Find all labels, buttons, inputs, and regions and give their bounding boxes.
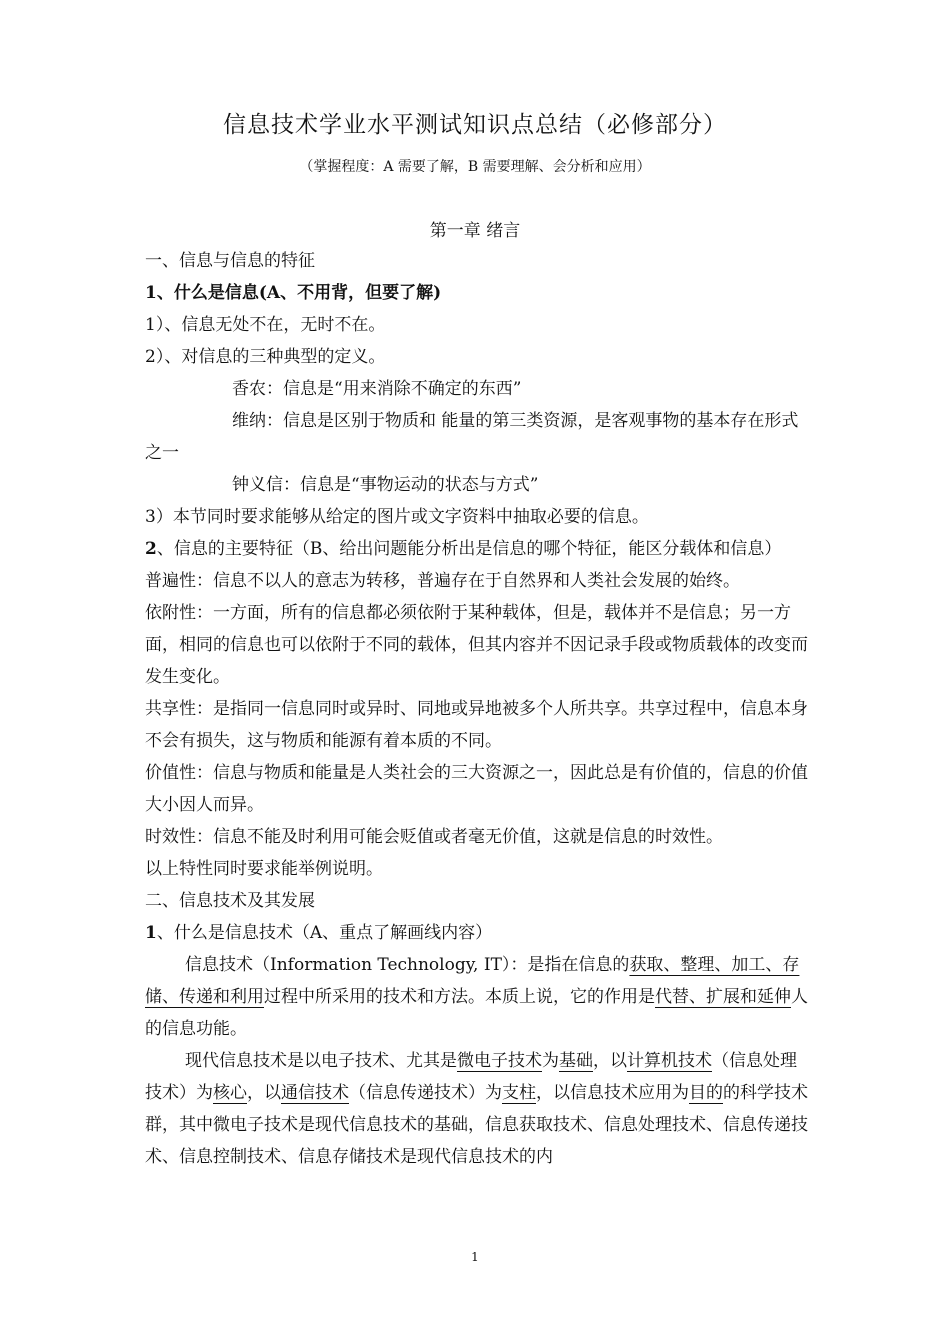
underlined-term: 微电子技术 — [457, 1051, 542, 1071]
question-2 — [145, 533, 810, 565]
feature-timeliness: 时效性：信息不能及时利用可能会贬值或者毫无价值，这就是信息的时效性。 — [145, 827, 723, 847]
underlined-term: 获取、整理、加工、存储、传递和利用 — [145, 955, 800, 1007]
question-number: 2 — [145, 539, 157, 559]
question-number: 1 — [145, 923, 157, 943]
section-heading-2: 二、信息技术及其发展 — [145, 891, 315, 911]
underlined-term: 通信技术 — [281, 1083, 349, 1103]
underlined-term: 核心 — [213, 1083, 247, 1103]
text-run: （信息处理技术）为 — [145, 1051, 797, 1103]
text-run: ，以 — [247, 1083, 281, 1103]
underlined-term: 基础 — [559, 1051, 593, 1071]
feature-universality: 普遍性：信息不以人的意志为转移，普遍存在于自然界和人类社会发展的始终。 — [145, 571, 740, 591]
feature-sharing: 共享性：是指同一信息同时或异时、同地或异地被多个人所共享。共享过程中，信息本身不会有损失，这与物质和能源有着本质的不同。 — [145, 699, 808, 751]
text-run: （信息传递技术）为 — [349, 1083, 502, 1103]
question-1 — [145, 277, 810, 309]
page-number: 1 — [471, 1250, 479, 1264]
text-run: ，以 — [593, 1051, 627, 1071]
text-run: 人的信息功能。 — [145, 987, 808, 1039]
feature-value: 价值性：信息与物质和能量是人类社会的三大资源之一，因此总是有价值的，信息的价值大小因人而异。 — [145, 763, 808, 815]
text-run: 为 — [542, 1051, 559, 1071]
question-text: 、什么是信息技术（A、重点了解画线内容） — [156, 923, 493, 943]
definition-wiener: 维纳：信息是区别于物质和 能量的第三类资源，是客观事物的基本存在形式之一 — [145, 411, 799, 463]
section-heading-1: 一、信息与信息的特征 — [145, 251, 315, 271]
modern-it-paragraph — [145, 1045, 810, 1173]
paragraph: 1）、信息无处不在，无时不在。 — [145, 315, 386, 335]
text-run: ，以信息技术应用为 — [536, 1083, 689, 1103]
feature-dependency: 依附性：一方面，所有的信息都必须依附于某种载体，但是，载体并不是信息；另一方面，相同的信息也可以依附于不同的载体，但其内容并不因记录手段或物质载体的改变而发生变化。 — [145, 603, 808, 687]
document-body — [145, 245, 810, 1173]
underlined-term: 代替、扩展和延伸 — [655, 987, 791, 1007]
text-run: 过程中所采用的技术和方法。本质上说，它的作用是 — [264, 987, 655, 1007]
document-subtitle: （掌握程度：A 需要了解，B 需要理解、会分析和应用） — [299, 159, 651, 175]
underlined-term: 目的 — [689, 1083, 723, 1103]
paragraph: 以上特性同时要求能举例说明。 — [145, 859, 383, 879]
underlined-term: 计算机技术 — [627, 1051, 712, 1071]
question-text: 、什么是信息(A、不用背，但要了解) — [156, 283, 442, 303]
paragraph: 2）、对信息的三种典型的定义。 — [145, 347, 386, 367]
underlined-term: 支柱 — [502, 1083, 536, 1103]
question-text: 、信息的主要特征（B、给出问题能分析出是信息的哪个特征，能区分载体和信息） — [156, 539, 782, 559]
it-definition-paragraph — [145, 949, 810, 1045]
question-3 — [145, 917, 810, 949]
definition-zhong: 钟义信：信息是“事物运动的状态与方式” — [232, 475, 539, 495]
text-run: 的科学技术群，其中微电子技术是现代信息技术的基础，信息获取技术、信息处理技术、信息传递技术、信息控制技术、信息存储技术是现代信息技术的内 — [145, 1083, 808, 1167]
chapter-heading: 第一章 绪言 — [429, 221, 521, 241]
question-number: 1 — [145, 283, 157, 303]
text-run: 现代信息技术是以电子技术、尤其是 — [185, 1051, 457, 1071]
paragraph: 3）本节同时要求能够从给定的图片或文字资料中抽取必要的信息。 — [145, 507, 649, 527]
definition-shannon: 香农：信息是“用来消除不确定的东西” — [232, 379, 522, 399]
text-run: 信息技术（Information Technology, IT）：是指在信息的 — [185, 955, 630, 975]
document-title: 信息技术学业水平测试知识点总结（必修部分） — [223, 112, 727, 138]
